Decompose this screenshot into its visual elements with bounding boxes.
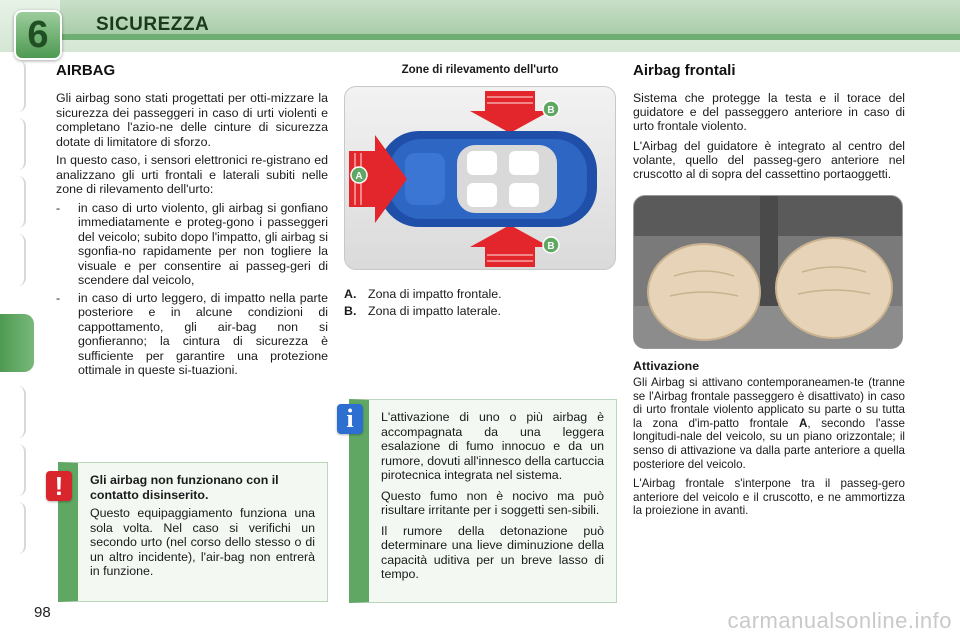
legend-text: Zona di impatto frontale. [368, 287, 502, 301]
intro-text [56, 91, 328, 197]
zone-ref: A [798, 416, 808, 430]
warning-text: Questo equipaggiamento funziona una sola volta. Nel caso si verifichi un secondo urto (nel corso dello stesso o di un altro incidente), l'air-bag non entrerà in funzione. [90, 506, 315, 578]
legend-key: A. [344, 287, 357, 301]
chapter-tab[interactable] [4, 118, 26, 170]
chapter-tab[interactable] [4, 60, 26, 112]
legend-row [344, 286, 616, 303]
passenger-airbag [776, 238, 892, 338]
driver-airbag [648, 244, 760, 340]
chapter-number: 6 [27, 13, 49, 56]
activation-text [633, 376, 905, 518]
marker-a-label: A [355, 171, 363, 182]
list-item: - in caso di urto leggero, di impatto nella parte posteriore e in alcune condizioni di cappottamento, gli air-bag non si gonfieranno; la cintura di sicurezza è sufficiente per garantire una protezione ottimale in queste si-tuazioni. [56, 291, 328, 378]
activation-title: Attivazione [633, 359, 700, 373]
legend-key: B. [344, 304, 357, 318]
info-symbol: i [346, 404, 354, 433]
chapter-badge [14, 10, 62, 60]
figure-legend [344, 286, 616, 320]
front-airbags-photo [633, 195, 903, 349]
info-text [381, 410, 604, 582]
legend-row [344, 303, 616, 320]
paragraph: L'Airbag frontale s'interpone tra il passeg-gero anteriore del veicolo e il cruscotto, e ne ammortizza la proiezione in avanti. [633, 477, 905, 518]
paragraph: Sistema che protegge la testa e il torace del guidatore e del passeggero anteriore in caso di urto frontale violento. [633, 91, 905, 133]
paragraph: L'attivazione di uno o più airbag è accompagnata da una leggera esalazione di fumo innocuo e da un rumore, dovuti all'innesco della cartuccia pirotecnica integrata nel sistema. [381, 410, 604, 482]
paragraph [633, 376, 905, 471]
exclamation-icon [46, 471, 72, 501]
chapter-tab[interactable] [4, 444, 26, 496]
info-icon [337, 404, 363, 434]
middle-column [344, 62, 616, 320]
right-column [633, 62, 905, 524]
list-item: - in caso di urto violento, gli airbag si gonfiano immediatamente e proteg-gono i passeggeri del veicolo; subito dopo l'impatto, gli airbag si sgonfia-no rapidamente per non togliere la visuale e per consentire ai passeg-geri di scendere dal veicolo, [56, 201, 328, 288]
condition-list [56, 201, 328, 378]
chapter-tab[interactable] [4, 176, 26, 228]
side-impact-zone-top [470, 91, 550, 133]
marker-b-top [543, 101, 559, 117]
text-run: Gli Airbag si attivano contemporaneamen-te (tranne se l'Airbag frontale passeggero è disattivato) in caso di urto frontale violento applicato su parte o su tutta la zona d'im-patto frontale [633, 376, 905, 430]
warning-symbol: ! [54, 470, 64, 501]
left-column [56, 62, 328, 381]
front-airbag-text [633, 91, 905, 181]
chapter-tab[interactable] [4, 502, 26, 554]
chapter-tabs [0, 60, 34, 580]
warning-box [54, 462, 328, 602]
side-impact-zone-bottom [470, 225, 550, 267]
info-box [346, 399, 617, 603]
chapter-tab[interactable] [4, 386, 26, 438]
marker-b-label: B [547, 241, 555, 252]
car-body [379, 131, 597, 227]
impact-zones-figure [344, 86, 616, 270]
text-run: , secondo l'asse longitudi-nale del veicolo, su un piano orizzontale; il senso di attivazione va dalla parte anteriore a quella posteriore del veicolo. [633, 416, 905, 471]
legend-text: Zona di impatto laterale. [368, 304, 501, 318]
car-top-view-illustration [345, 87, 616, 270]
marker-a [351, 167, 367, 183]
marker-b-label: B [547, 105, 555, 116]
chapter-title: SICUREZZA [96, 14, 210, 35]
chapter-tab-active[interactable] [0, 314, 34, 372]
section-title-front-airbags: Airbag frontali [633, 62, 736, 79]
marker-b-bottom [543, 237, 559, 253]
inflated-airbags-illustration [634, 196, 903, 349]
watermark: carmanualsonline.info [727, 608, 952, 633]
chapter-tab[interactable] [4, 234, 26, 286]
paragraph: L'Airbag del guidatore è integrato al centro del volante, quello del passeg-gero anteriore nel cruscotto al di sopra del cassettino portaoggetti. [633, 139, 905, 181]
paragraph: Questo fumo non è nocivo ma può risultare irritante per i soggetti sen-sibili. [381, 488, 604, 517]
paragraph: Gli airbag sono stati progettati per otti-mizzare la sicurezza dei passeggeri in caso di urti violenti e completano l'azio-ne delle cinture di sicurezza dotate di limitatore di sforzo. [56, 91, 328, 149]
section-title-airbag: AIRBAG [56, 62, 116, 79]
warning-title: Gli airbag non funzionano con il contatto disinserito. [90, 473, 279, 502]
paragraph: Il rumore della detonazione può determinare una lieve diminuzione della capacità uditiva per un breve lasso di tempo. [381, 523, 604, 581]
paragraph: In questo caso, i sensori elettronici re-gistrano ed analizzano gli urti frontali e laterali subiti nelle zone di rilevamento dell'urto: [56, 153, 328, 196]
page-number: 98 [34, 604, 51, 621]
figure-caption: Zone di rilevamento dell'urto [401, 64, 559, 76]
